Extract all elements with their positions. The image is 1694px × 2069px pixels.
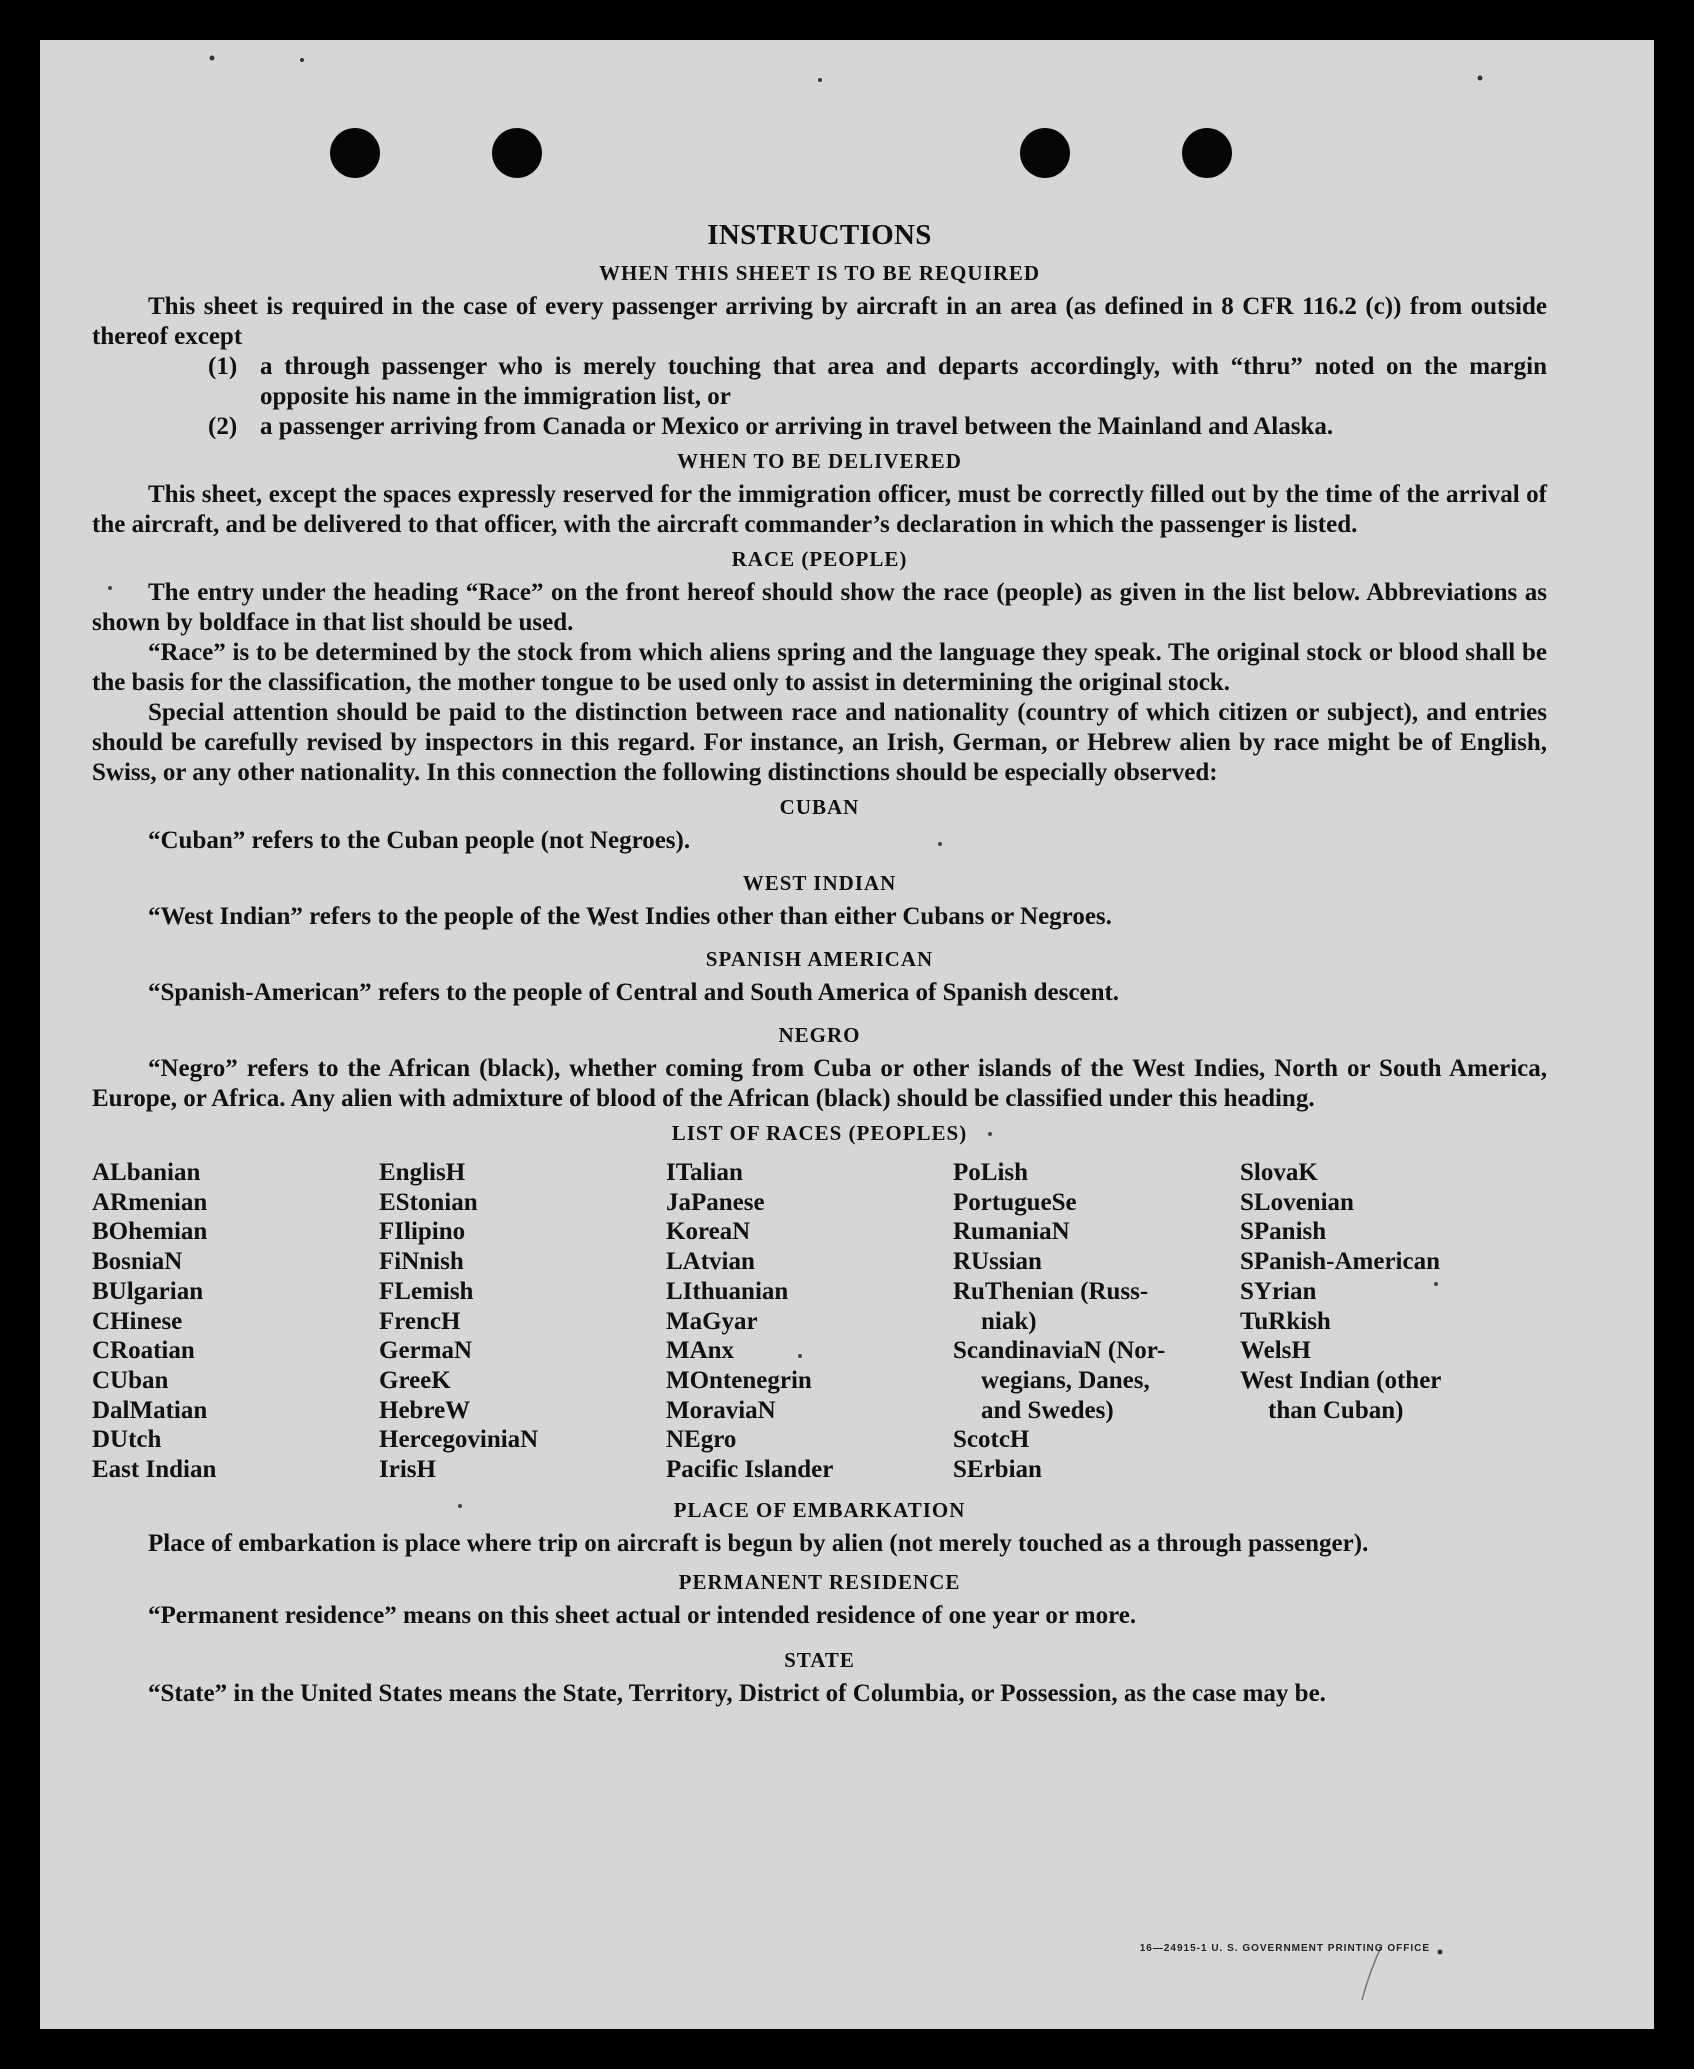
race-entry: HebreW bbox=[379, 1396, 471, 1424]
heading-when-delivered: WHEN TO BE DELIVERED bbox=[677, 449, 962, 473]
heading-west-indian: WEST INDIAN bbox=[742, 871, 897, 895]
race-entry: EStonian bbox=[379, 1188, 478, 1216]
exception-text: a through passenger who is merely touching that area and departs accordingly, with “thru” noted on the margin opposite his name in the immigration list, or bbox=[260, 353, 1547, 410]
race-entry: SYrian bbox=[1240, 1277, 1317, 1305]
race-entry: LIthuanian bbox=[666, 1277, 789, 1305]
exception-number: (2) bbox=[208, 413, 238, 440]
race-column-5 bbox=[1240, 1158, 1540, 1485]
punch-hole-1 bbox=[330, 128, 380, 178]
when-delivered-text: This sheet, except the spaces expressly reserved for the immigration officer, must be correctly filled out by the time of the arrival of the aircraft, and be delivered to that officer, with the aircraft commander’s declaration in which the passenger is listed. bbox=[92, 481, 1547, 538]
race-entry: Pacific Islander bbox=[666, 1456, 834, 1484]
race-entry: GermaN bbox=[379, 1337, 473, 1365]
printing-office-code: 16—24915-1 U. S. GOVERNMENT PRINTING OFFICE bbox=[1139, 1943, 1430, 1954]
race-entry: MaGyar bbox=[666, 1307, 758, 1335]
race-entry: SErbian bbox=[953, 1456, 1042, 1484]
race-entry: GreeK bbox=[379, 1366, 451, 1394]
race-entry: TuRkish bbox=[1240, 1307, 1331, 1335]
race-entry: FiNnish bbox=[379, 1248, 464, 1276]
race-entry-continued: than Cuban) bbox=[1268, 1396, 1404, 1424]
race-entry: FIlipino bbox=[379, 1218, 466, 1246]
punch-hole-2 bbox=[492, 128, 542, 178]
state-text: “State” in the United States means the State, Territory, District of Columbia, or Possession, as the case may be. bbox=[148, 1679, 1326, 1707]
instructions-body bbox=[92, 216, 1547, 1709]
heading-list-of-races: LIST OF RACES (PEOPLES) bbox=[671, 1121, 968, 1145]
race-entry: West Indian (other bbox=[1240, 1366, 1442, 1394]
race-entry: MAnx bbox=[666, 1337, 735, 1365]
race-paragraph-1: The entry under the heading “Race” on the front hereof should show the race (people) as given in the list below. Abbreviations as shown by boldface in that list should be used. bbox=[92, 579, 1547, 636]
race-entry: ScandinaviaN (Nor- bbox=[953, 1337, 1166, 1365]
negro-text: “Negro” refers to the African (black), whether coming from Cuba or other islands of the West Indies, North or South America, Europe, or Africa. Any alien with admixture of blood of the African (black) should be classified under this heading. bbox=[92, 1055, 1547, 1112]
race-entry: RumaniaN bbox=[953, 1218, 1070, 1246]
race-entry: IrisH bbox=[379, 1456, 436, 1484]
race-entry: EnglisH bbox=[379, 1159, 466, 1186]
race-paragraph-2: “Race” is to be determined by the stock from which aliens spring and the language they speak. The original stock or blood shall be the basis for the classification, the mother tongue to be used only to assist in determining the original stock. bbox=[92, 639, 1547, 696]
race-entry-continued: wegians, Danes, bbox=[981, 1366, 1150, 1394]
heading-cuban: CUBAN bbox=[779, 795, 860, 819]
race-list bbox=[92, 1158, 1547, 1485]
cuban-text: “Cuban” refers to the Cuban people (not Negroes). bbox=[148, 827, 691, 854]
race-entry: MOntenegrin bbox=[666, 1366, 812, 1394]
race-entry: ALbanian bbox=[92, 1159, 201, 1186]
race-entry: SPanish-American bbox=[1240, 1248, 1440, 1276]
race-entry: SlovaK bbox=[1240, 1159, 1318, 1186]
page-title: INSTRUCTIONS bbox=[707, 219, 932, 251]
race-entry: FrencH bbox=[379, 1307, 461, 1335]
heading-state: STATE bbox=[784, 1647, 855, 1672]
race-entry: MoraviaN bbox=[666, 1396, 776, 1424]
race-entry: WelsH bbox=[1240, 1337, 1311, 1365]
race-entry: SLovenian bbox=[1240, 1188, 1354, 1216]
race-entry: RuThenian (Russ- bbox=[953, 1277, 1149, 1305]
race-entry: LAtvian bbox=[666, 1248, 755, 1276]
race-entry: RUssian bbox=[953, 1248, 1042, 1276]
race-entry: PortugueSe bbox=[953, 1188, 1077, 1216]
heading-permanent-residence: PERMANENT RESIDENCE bbox=[678, 1569, 961, 1594]
race-entry: DalMatian bbox=[92, 1396, 208, 1424]
race-entry-continued: niak) bbox=[981, 1307, 1037, 1335]
exception-item-1 bbox=[208, 352, 1547, 412]
race-entry: ITalian bbox=[666, 1159, 743, 1186]
exception-number: (1) bbox=[208, 353, 238, 380]
race-entry: JaPanese bbox=[666, 1188, 765, 1216]
heading-spanish-american: SPANISH AMERICAN bbox=[705, 947, 934, 971]
heading-embarkation: PLACE OF EMBARKATION bbox=[673, 1497, 966, 1522]
race-entry: HercegoviniaN bbox=[379, 1426, 539, 1454]
punch-hole-4 bbox=[1182, 128, 1232, 178]
heading-negro: NEGRO bbox=[778, 1023, 861, 1047]
spanish-american-text: “Spanish-American” refers to the people of Central and South America of Spanish descent. bbox=[148, 979, 1120, 1006]
race-entry-continued: and Swedes) bbox=[981, 1396, 1114, 1424]
race-entry: DUtch bbox=[92, 1426, 162, 1454]
exception-text: a passenger arriving from Canada or Mexico or arriving in travel between the Mainland and Alaska. bbox=[260, 413, 1334, 440]
race-entry: FLemish bbox=[379, 1277, 474, 1305]
race-entry: BosniaN bbox=[92, 1248, 183, 1276]
exception-item-2 bbox=[208, 412, 1547, 442]
race-entry: KoreaN bbox=[666, 1218, 751, 1246]
race-entry: BOhemian bbox=[92, 1218, 208, 1246]
race-entry: East Indian bbox=[92, 1456, 217, 1484]
race-column-3 bbox=[666, 1158, 953, 1485]
punch-hole-3 bbox=[1020, 128, 1070, 178]
race-entry: CRoatian bbox=[92, 1337, 195, 1365]
race-entry: NEgro bbox=[666, 1426, 737, 1454]
race-column-2 bbox=[379, 1158, 666, 1485]
race-entry: BUlgarian bbox=[92, 1277, 204, 1305]
heading-when-required: WHEN THIS SHEET IS TO BE REQUIRED bbox=[598, 261, 1041, 285]
race-column-4 bbox=[953, 1158, 1240, 1485]
when-required-intro: This sheet is required in the case of every passenger arriving by aircraft in an area (as defined in 8 CFR 116.2 (c)) from outside thereof except bbox=[92, 293, 1547, 350]
race-paragraph-3: Special attention should be paid to the distinction between race and nationality (country of which citizen or subject), and entries should be carefully revised by inspectors in this regard. For instance, an Irish, German, or Hebrew alien by race might be of English, Swiss, or any other nationality. In this connection the following distinctions should be especially observed: bbox=[92, 699, 1547, 786]
heading-race: RACE (PEOPLE) bbox=[731, 547, 908, 571]
race-entry: CUban bbox=[92, 1366, 169, 1394]
race-entry: SPanish bbox=[1240, 1218, 1327, 1246]
west-indian-text: “West Indian” refers to the people of the West Indies other than either Cubans or Negroes. bbox=[148, 903, 1112, 930]
document-sheet bbox=[40, 40, 1654, 2029]
race-entry: CHinese bbox=[92, 1307, 183, 1335]
race-entry: ScotcH bbox=[953, 1426, 1030, 1454]
embarkation-text: Place of embarkation is place where trip on aircraft is begun by alien (not merely touched as a through passenger). bbox=[148, 1529, 1369, 1557]
race-column-1 bbox=[92, 1158, 379, 1485]
permanent-residence-text: “Permanent residence” means on this sheet actual or intended residence of one year or more. bbox=[148, 1601, 1137, 1629]
race-entry: ARmenian bbox=[92, 1188, 208, 1216]
race-entry: PoLish bbox=[953, 1159, 1029, 1186]
